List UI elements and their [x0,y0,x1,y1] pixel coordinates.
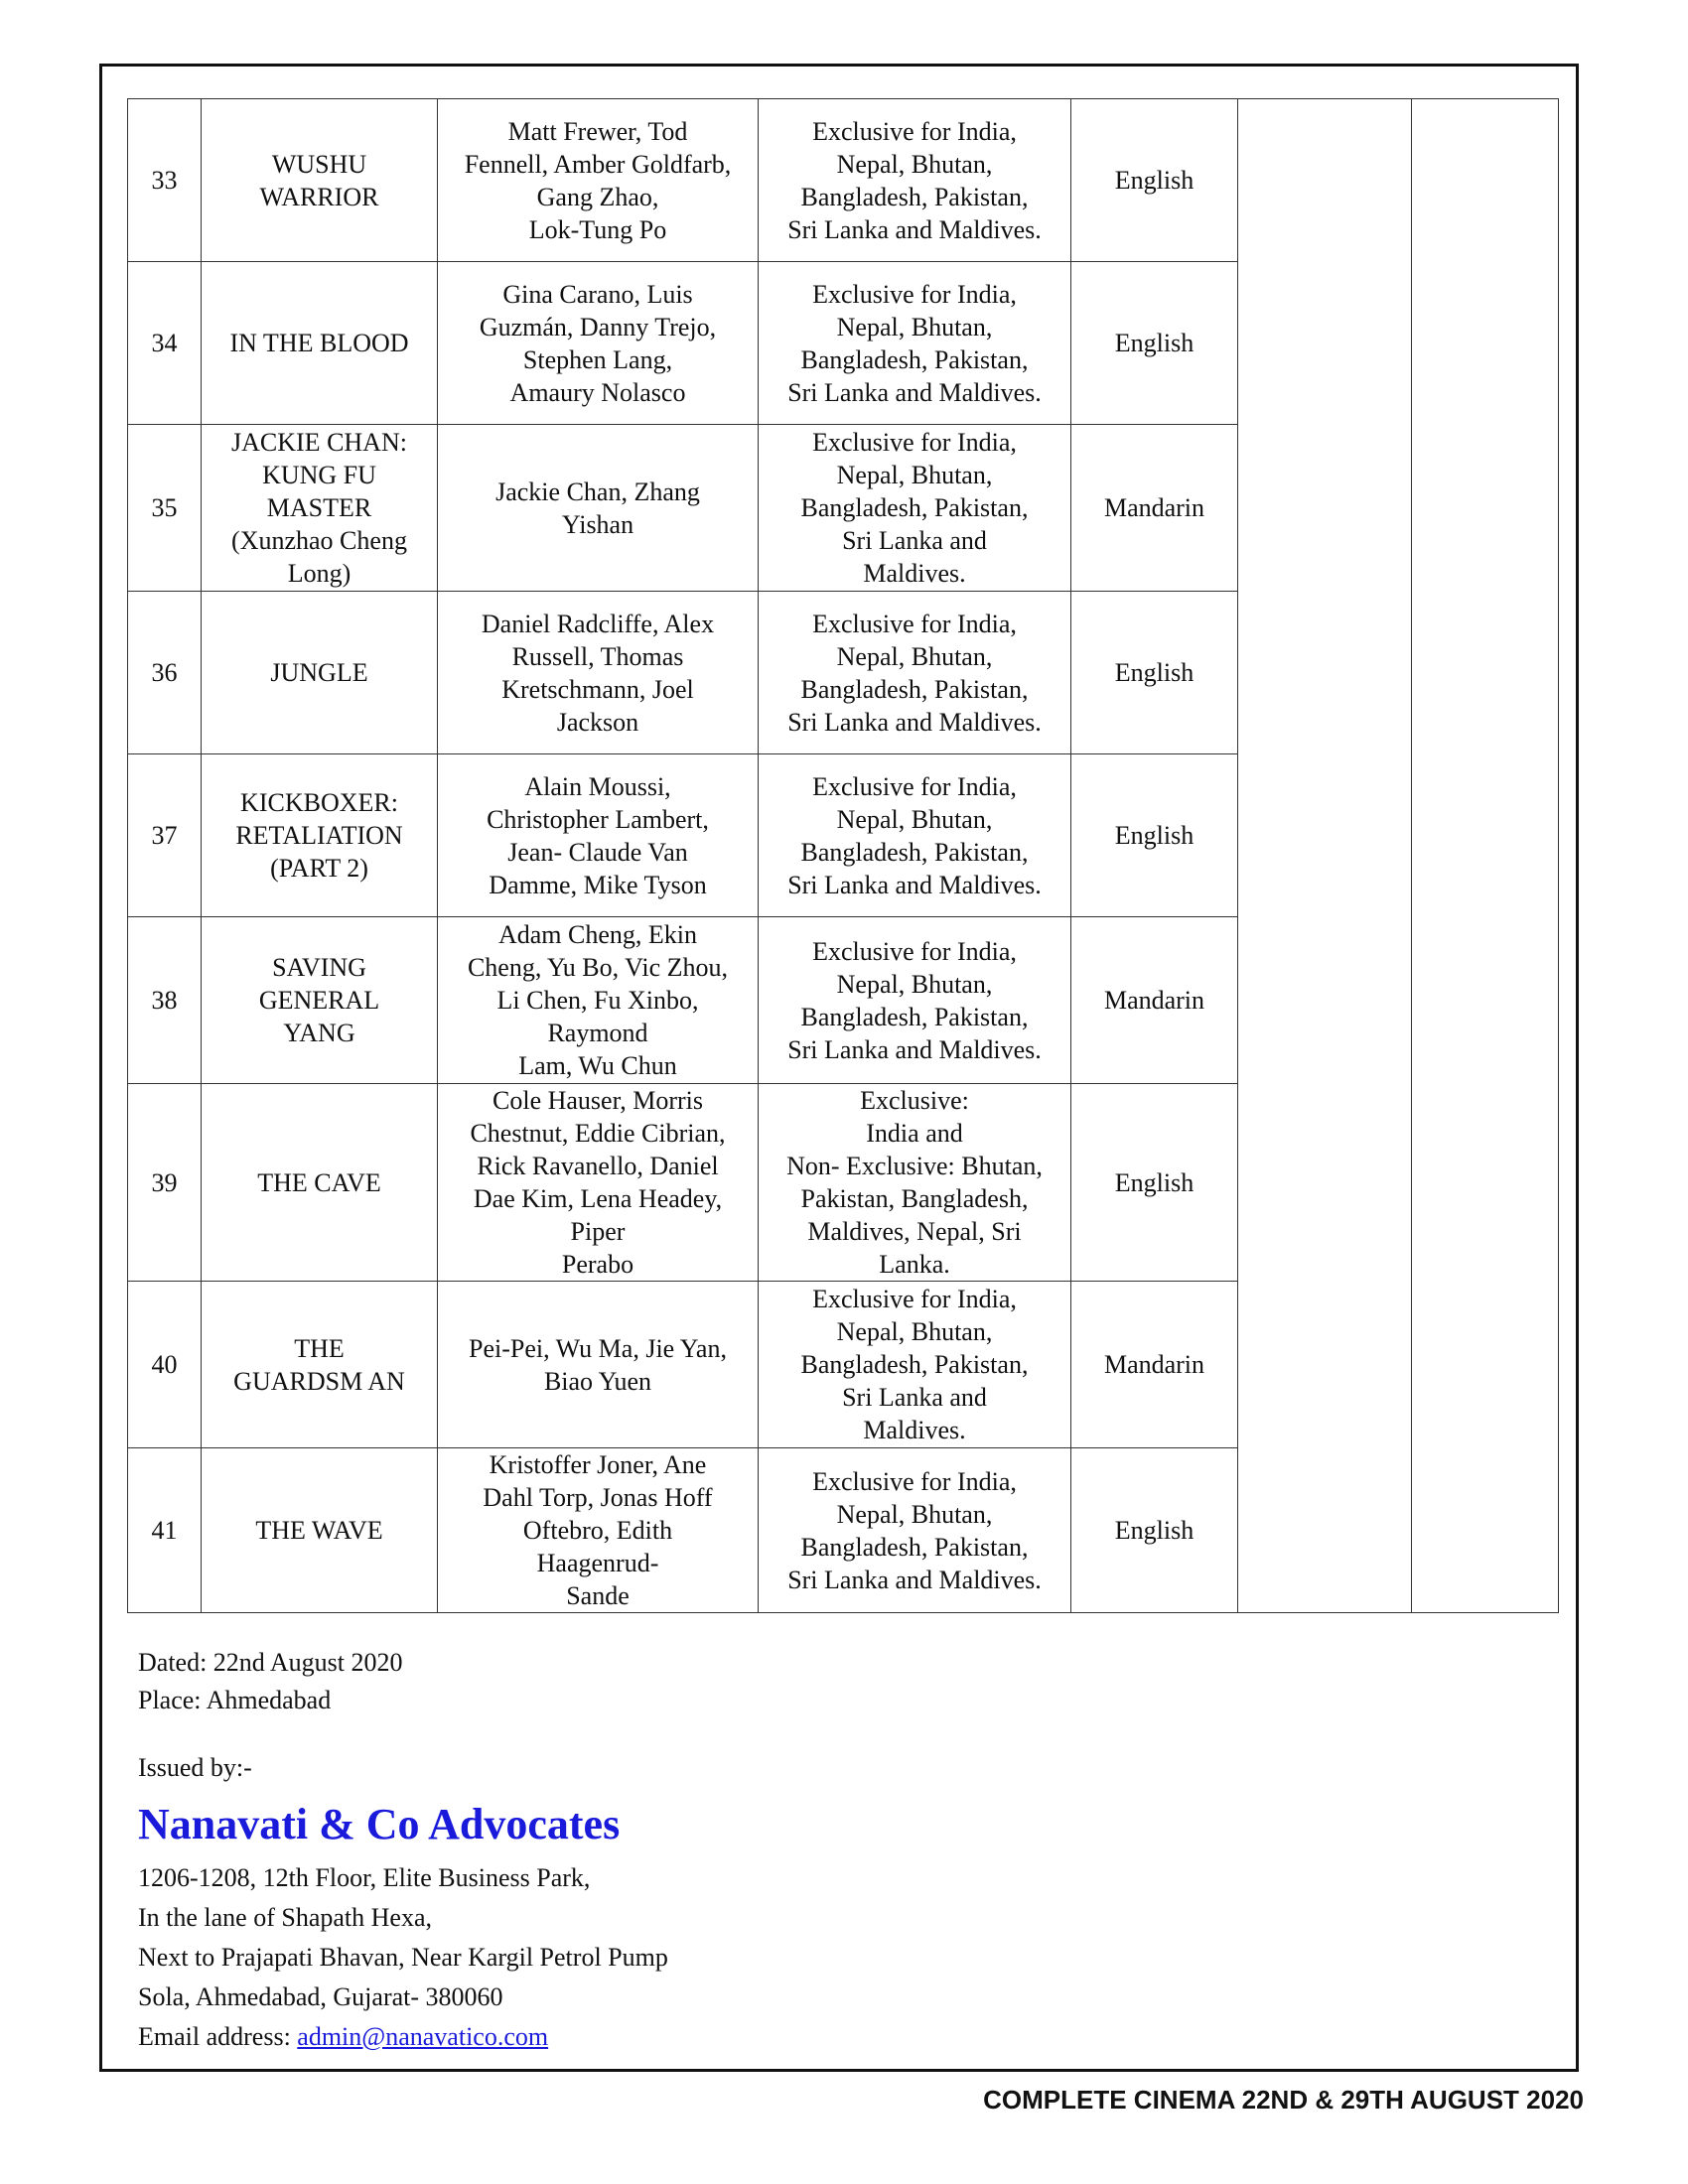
territory-line: Nepal, Bhutan, [836,641,993,671]
film-title-line: SAVING [272,953,366,982]
table-row [128,1084,1559,1282]
table-row [128,917,1559,1084]
table-row [128,425,1559,592]
email-row [138,2017,1131,2057]
territory-line: Exclusive for India, [812,771,1017,801]
territory-line: India and [866,1119,963,1148]
issued-by-label: Issued by:- [138,1753,252,1782]
blank-cell [1412,1084,1559,1282]
cast-list-line: Dae Kim, Lena Headey, [473,1184,723,1213]
territory-line: Bangladesh, Pakistan, [800,837,1029,867]
cast-list-line: Lok-Tung Po [528,214,667,244]
film-title-cell [202,754,438,917]
language-cell: Mandarin [1071,425,1238,592]
blank-cell [1412,917,1559,1084]
territory-line: Nepal, Bhutan, [836,804,993,834]
territory-line: Sri Lanka and Maldives. [787,377,1042,407]
territory-line: Nepal, Bhutan, [836,149,993,179]
film-title-cell [202,262,438,425]
territory-cell [759,1448,1071,1613]
cast-list-cell [438,1084,759,1282]
cast-list-line: Perabo [561,1250,634,1279]
film-title-cell [202,592,438,754]
row-number-cell: 36 [128,592,202,754]
film-title-line: JACKIE CHAN: [231,428,407,457]
territory-line: Lanka. [879,1250,950,1279]
cast-list-line: Jackie Chan, Zhang [495,477,700,506]
film-title-line: (PART 2) [270,854,368,883]
film-title-line: JUNGLE [270,658,368,687]
row-number-cell: 40 [128,1282,202,1448]
cast-list-line: Lam, Wu Chun [518,1051,677,1080]
blank-cell [1412,262,1559,425]
territory-cell [759,262,1071,425]
territory-line: Bangladesh, Pakistan, [800,1532,1029,1562]
language-cell: English [1071,99,1238,262]
film-title-line: YANG [283,1019,355,1047]
territory-line: Sri Lanka and Maldives. [787,870,1042,899]
territory-line: Exclusive for India, [812,428,1017,457]
blank-cell [1238,754,1412,917]
cast-list-line: Cheng, Yu Bo, Vic Zhou, [467,953,729,982]
cast-list-line: Rick Ravanello, Daniel [477,1152,719,1180]
row-number-cell: 38 [128,917,202,1084]
cast-list-line: Alain Moussi, [524,771,671,801]
territory-line: Exclusive for India, [812,116,1017,146]
film-title-line: Long) [287,559,352,588]
table-row [128,262,1559,425]
cast-list-line: Kretschmann, Joel [501,674,694,704]
territory-cell [759,425,1071,592]
cast-list-line: Raymond [547,1019,648,1047]
cast-list-line: Li Chen, Fu Xinbo, [496,986,699,1015]
table-row [128,1448,1559,1613]
film-title-line: GENERAL [258,986,380,1015]
cast-list-line: Gina Carano, Luis [502,279,693,309]
cast-list-cell [438,592,759,754]
films-table [127,98,1559,1613]
territory-line: Pakistan, Bangladesh, [800,1184,1029,1213]
address-line-3: Next to Prajapati Bhavan, Near Kargil Petrol Pump [138,1943,668,1972]
address-line-1: 1206-1208, 12th Floor, Elite Business Park, [138,1863,591,1892]
cast-list-line: Stephen Lang, [522,344,673,374]
cast-list-line: Jackson [556,707,639,737]
cast-list-line: Jean- Claude Van [507,837,688,867]
film-title-line: GUARDSM AN [233,1366,405,1396]
cast-list-cell [438,754,759,917]
film-title-cell [202,1084,438,1282]
row-number-cell: 33 [128,99,202,262]
territory-cell [759,754,1071,917]
cast-list-line: Dahl Torp, Jonas Hoff [483,1483,713,1512]
territory-line: Sri Lanka and [842,1383,987,1412]
territory-line: Exclusive for India, [812,279,1017,309]
cast-list-cell [438,425,759,592]
territory-line: Sri Lanka and Maldives. [787,1565,1042,1594]
territory-line: Bangladesh, Pakistan, [800,1002,1029,1031]
cast-list-line: Pei-Pei, Wu Ma, Jie Yan, [469,1333,727,1363]
territory-line: Maldives. [863,1416,966,1444]
blank-cell [1238,1448,1412,1613]
film-title-line: KUNG FU [262,461,376,489]
language-cell: English [1071,1084,1238,1282]
territory-line: Nepal, Bhutan, [836,1499,993,1529]
film-title-line: (Xunzhao Cheng [231,526,407,555]
film-title-cell [202,425,438,592]
cast-list-line: Adam Cheng, Ekin [497,920,698,949]
territory-line: Sri Lanka and [842,526,987,555]
cast-list-line: Gang Zhao, [536,182,659,211]
territory-line: Bangladesh, Pakistan, [800,182,1029,211]
cast-list-line: Oftebro, Edith [522,1516,673,1545]
film-title-line: THE [294,1333,345,1363]
cast-list-line: Cole Hauser, Morris [492,1086,703,1115]
cast-list-line: Piper [570,1217,626,1246]
email-label: Email address: [138,2022,298,2051]
language-cell: English [1071,592,1238,754]
territory-line: Bangladesh, Pakistan, [800,674,1029,704]
table-row [128,592,1559,754]
cast-list-cell [438,262,759,425]
cast-list-line: Sande [566,1581,630,1610]
table-row [128,99,1559,262]
blank-cell [1238,99,1412,262]
place-text: Place: Ahmedabad [138,1686,332,1714]
row-number-cell: 37 [128,754,202,917]
territory-cell [759,917,1071,1084]
cast-list-line: Chestnut, Eddie Cibrian, [470,1119,726,1148]
film-title-cell [202,1282,438,1448]
territory-cell [759,99,1071,262]
territory-cell [759,1282,1071,1448]
cast-list-cell [438,917,759,1084]
blank-cell [1238,1084,1412,1282]
territory-cell [759,592,1071,754]
film-title-line: RETALIATION [235,821,403,850]
language-cell: English [1071,1448,1238,1613]
cast-list-line: Christopher Lambert, [487,804,709,834]
blank-cell [1238,592,1412,754]
film-title-cell [202,1448,438,1613]
blank-cell [1412,99,1559,262]
film-title-line: WUSHU [271,149,367,179]
cast-list-line: Guzmán, Danny Trejo, [479,312,717,341]
language-cell: English [1071,262,1238,425]
blank-cell [1238,425,1412,592]
address-line-2: In the lane of Shapath Hexa, [138,1903,433,1932]
blank-cell [1238,917,1412,1084]
film-title-line: KICKBOXER: [240,788,398,817]
cast-list-line: Daniel Radcliffe, Alex [481,609,715,638]
blank-cell [1412,1448,1559,1613]
cast-list-line: Yishan [561,509,634,539]
blank-cell [1412,592,1559,754]
email-link[interactable]: admin@nanavatico.com [297,2022,549,2051]
territory-line: Nepal, Bhutan, [836,1317,993,1346]
film-title-line: THE WAVE [255,1516,383,1545]
address-line-4: Sola, Ahmedabad, Gujarat- 380060 [138,1982,503,2011]
row-number-cell: 39 [128,1084,202,1282]
firm-name: Nanavati & Co Advocates [138,1800,621,1848]
blank-cell [1412,1282,1559,1448]
running-footer: COMPLETE CINEMA 22ND & 29TH AUGUST 2020 [983,2085,1584,2115]
language-cell: Mandarin [1071,1282,1238,1448]
blank-cell [1238,262,1412,425]
territory-line: Exclusive for India, [812,1285,1017,1313]
blank-cell [1412,754,1559,917]
cast-list-cell [438,1448,759,1613]
row-number-cell: 41 [128,1448,202,1613]
territory-line: Sri Lanka and Maldives. [787,1034,1042,1064]
row-number-cell: 34 [128,262,202,425]
film-title-line: MASTER [266,493,372,522]
blank-cell [1238,1282,1412,1448]
language-cell: English [1071,754,1238,917]
cast-list-line: Russell, Thomas [511,641,684,671]
cast-list-line: Matt Frewer, Tod [507,116,688,146]
cast-list-line: Amaury Nolasco [509,377,686,407]
blank-cell [1412,425,1559,592]
film-title-cell [202,917,438,1084]
territory-line: Sri Lanka and Maldives. [787,707,1042,737]
territory-line: Nepal, Bhutan, [836,312,993,341]
territory-line: Exclusive for India, [812,609,1017,638]
cast-list-cell [438,99,759,262]
dated-text: Dated: 22nd August 2020 [138,1648,403,1677]
row-number-cell: 35 [128,425,202,592]
language-cell: Mandarin [1071,917,1238,1084]
cast-list-line: Haagenrud- [536,1549,659,1577]
film-title-line: THE CAVE [257,1167,381,1197]
cast-list-cell [438,1282,759,1448]
film-title-line: IN THE BLOOD [229,329,409,357]
territory-line: Non- Exclusive: Bhutan, [786,1152,1043,1180]
territory-line: Exclusive for India, [812,1466,1017,1496]
territory-line: Nepal, Bhutan, [836,969,993,999]
film-title-cell [202,99,438,262]
cast-list-line: Biao Yuen [543,1366,652,1396]
territory-line: Bangladesh, Pakistan, [800,344,1029,374]
territory-line: Nepal, Bhutan, [836,461,993,489]
territory-line: Maldives. [863,559,966,588]
territory-line: Exclusive for India, [812,936,1017,966]
territory-line: Sri Lanka and Maldives. [787,214,1042,244]
territory-line: Exclusive: [860,1086,969,1115]
territory-line: Bangladesh, Pakistan, [800,493,1029,522]
territory-line: Bangladesh, Pakistan, [800,1350,1029,1379]
cast-list-line: Damme, Mike Tyson [489,870,707,899]
territory-line: Maldives, Nepal, Sri [807,1217,1022,1246]
cast-list-line: Fennell, Amber Goldfarb, [464,149,732,179]
film-title-line: WARRIOR [259,182,379,211]
table-row [128,1282,1559,1448]
territory-cell [759,1084,1071,1282]
footer-block [138,1644,1131,2057]
cast-list-line: Kristoffer Joner, Ane [489,1450,707,1479]
table-row [128,754,1559,917]
